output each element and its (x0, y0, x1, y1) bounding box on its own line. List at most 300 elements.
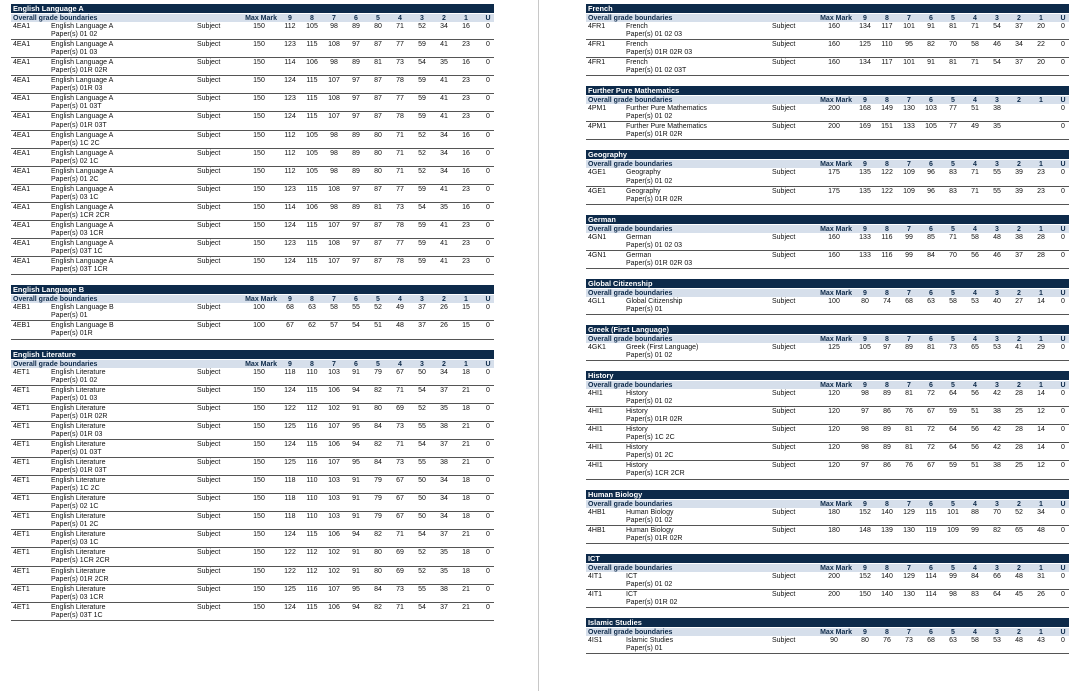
grade-cell: 38 (993, 462, 1001, 470)
grade-cell: 115 (306, 531, 318, 539)
grade-cell: 78 (396, 77, 404, 85)
level-cell: Subject (197, 258, 221, 266)
grade-cell: 81 (374, 59, 382, 67)
grade-cell: 105 (306, 23, 318, 30)
grade-cell: 84 (374, 422, 382, 430)
paper-list: Paper(s) 01 02 (51, 376, 98, 384)
grade-cell: 65 (971, 343, 979, 351)
grade-header-9: 9 (863, 289, 867, 297)
header-spacer (197, 360, 237, 368)
subject-name: English Language A (51, 203, 114, 211)
grade-cell: 55 (418, 458, 426, 466)
grade-cell: 67 (396, 495, 404, 503)
grade-cell: 41 (440, 41, 448, 49)
grade-cell: 118 (284, 495, 296, 503)
grade-header-5: 5 (951, 161, 955, 169)
boundaries-label: Overall grade boundaries (588, 335, 673, 343)
max-mark-cell: 160 (828, 59, 840, 67)
subject-name: Human Biology (626, 526, 674, 534)
grade-cell: 89 (352, 131, 360, 139)
subject-name: English Literature (51, 603, 106, 611)
max-mark-header: Max Mark (820, 628, 852, 636)
grade-header-3: 3 (995, 161, 999, 169)
grade-header-7: 7 (907, 500, 911, 508)
grade-cell: 124 (284, 603, 296, 611)
grade-header-9: 9 (863, 500, 867, 508)
grade-cell: 34 (440, 368, 448, 376)
grade-cell: 52 (374, 304, 382, 312)
grade-cell: 71 (396, 131, 404, 139)
grade-cell: 18 (462, 567, 470, 575)
grade-cell: 82 (374, 440, 382, 448)
subject-code: 4EA1 (13, 167, 31, 175)
grade-cell: 0 (486, 77, 490, 85)
grade-cell: 91 (352, 567, 360, 575)
grade-cell: 52 (418, 567, 426, 575)
grade-header-9: 9 (863, 15, 867, 22)
grade-cell: 0 (1061, 408, 1065, 416)
table-row (11, 386, 494, 404)
level-cell: Subject (197, 440, 221, 448)
grade-header-8: 8 (885, 382, 889, 390)
grade-cell: 50 (418, 513, 426, 521)
grade-cell: 18 (462, 513, 470, 521)
grade-cell: 0 (1061, 572, 1065, 580)
grade-cell: 97 (352, 113, 360, 121)
grade-cell: 58 (971, 233, 979, 241)
level-cell: Subject (197, 386, 221, 394)
grade-cell: 0 (1061, 297, 1065, 305)
grade-cell: 0 (1061, 590, 1065, 598)
subject-code: 4ET1 (13, 477, 30, 485)
table-row (586, 590, 1069, 608)
grade-cell: 115 (306, 41, 318, 49)
grade-cell: 18 (462, 404, 470, 412)
header-spacer (772, 628, 812, 636)
paper-list: Paper(s) 03T 1C (51, 611, 103, 619)
grade-header-1: 1 (1039, 382, 1043, 390)
table-row (586, 443, 1069, 461)
table-row (11, 22, 494, 40)
grade-header-8: 8 (885, 97, 889, 105)
grade-cell: 84 (971, 572, 979, 580)
grade-cell: 64 (949, 444, 957, 452)
grade-cell: 39 (1015, 169, 1023, 177)
grade-header-5: 5 (951, 564, 955, 572)
subject-cell (51, 304, 197, 320)
subject-code: 4EA1 (13, 131, 31, 139)
subject-code: 4ET1 (13, 585, 30, 593)
grade-cell: 105 (306, 131, 318, 139)
subject-cell (51, 95, 197, 111)
grade-cell: 123 (284, 41, 296, 49)
grade-cell: 107 (328, 113, 340, 121)
grade-cell: 130 (903, 526, 915, 534)
grade-header-4: 4 (973, 289, 977, 297)
grade-cell: 54 (993, 23, 1001, 30)
grade-cell: 135 (859, 187, 871, 195)
level-cell: Subject (197, 222, 221, 230)
grade-cell: 88 (971, 508, 979, 516)
grade-cell: 115 (306, 386, 318, 394)
grade-cell: 123 (284, 95, 296, 103)
grade-cell: 21 (462, 440, 470, 448)
boundaries-label: Overall grade boundaries (588, 15, 673, 22)
grade-cell: 35 (993, 123, 1001, 131)
grade-cell: 72 (927, 444, 935, 452)
level-cell: Subject (772, 59, 796, 67)
grade-cell: 79 (374, 495, 382, 503)
subject-name: Human Biology (626, 508, 674, 516)
grade-cell: 94 (352, 603, 360, 611)
grade-cell: 97 (352, 95, 360, 103)
paper-list: Paper(s) 01 02 03T (626, 67, 687, 75)
grade-cell: 81 (905, 444, 913, 452)
grade-header-4: 4 (398, 296, 402, 304)
max-mark-cell: 150 (253, 240, 265, 248)
grade-header-3: 3 (995, 500, 999, 508)
grade-cell: 31 (1037, 572, 1045, 580)
grade-cell: 59 (949, 462, 957, 470)
grade-cell: 0 (486, 131, 490, 139)
grade-cell: 28 (1015, 426, 1023, 434)
header-spacer (772, 381, 812, 389)
grade-header-8: 8 (310, 296, 314, 304)
level-cell: Subject (197, 603, 221, 611)
grade-header-1: 1 (464, 15, 468, 22)
boundaries-label: Overall grade boundaries (588, 97, 673, 105)
subject-cell (626, 408, 772, 424)
grade-cell: 71 (971, 59, 979, 67)
grade-cell: 101 (947, 508, 959, 516)
subject-cell (51, 77, 197, 93)
grade-cell: 169 (859, 123, 871, 131)
grade-cell: 37 (440, 603, 448, 611)
paper-list: Paper(s) 01 2C (626, 452, 674, 460)
grade-cell: 52 (418, 131, 426, 139)
paper-list: Paper(s) 01 (626, 305, 663, 313)
level-cell: Subject (772, 23, 796, 30)
grade-header-9: 9 (863, 335, 867, 343)
paper-list: Paper(s) 01 02 (626, 177, 673, 185)
level-cell: Subject (197, 240, 221, 248)
grade-cell: 91 (352, 477, 360, 485)
subject-cell (51, 59, 197, 75)
max-mark-cell: 150 (253, 113, 265, 121)
subject-code: 4GL1 (588, 297, 606, 305)
level-cell: Subject (772, 462, 796, 470)
paper-list: Paper(s) 1CR 2CR (626, 470, 685, 478)
boundaries-label: Overall grade boundaries (588, 161, 673, 169)
grade-cell: 110 (881, 41, 893, 49)
grade-cell: 0 (486, 240, 490, 248)
subject-cell (51, 369, 197, 385)
grade-cell: 102 (328, 567, 340, 575)
paper-list: Paper(s) 01 02 (626, 351, 673, 359)
grade-cell: 48 (1037, 526, 1045, 534)
grade-cell: 0 (486, 603, 490, 611)
subject-name: French (626, 41, 648, 49)
subject-name: English Literature (51, 477, 106, 485)
grade-cell: 91 (352, 368, 360, 376)
grade-cell: 80 (374, 149, 382, 157)
grade-header-2: 2 (1017, 335, 1021, 343)
grade-cell: 35 (440, 404, 448, 412)
grade-cell: 82 (374, 386, 382, 394)
max-mark-cell: 100 (828, 297, 840, 305)
grade-cell: 109 (903, 187, 915, 195)
subject-code: 4IT1 (588, 572, 603, 580)
paper-list: Paper(s) 02 1C (51, 157, 99, 165)
grade-cell: 89 (883, 444, 891, 452)
grade-cell: 94 (352, 440, 360, 448)
grade-cell: 63 (308, 304, 316, 312)
subject-code: 4IS1 (588, 636, 603, 644)
subject-code: 4PM1 (588, 105, 607, 113)
table-row (11, 476, 494, 494)
subject-cell (51, 423, 197, 439)
grade-cell: 77 (396, 185, 404, 193)
max-mark-cell: 160 (828, 41, 840, 49)
grade-header-2: 2 (1017, 289, 1021, 297)
subject-code: 4ET1 (13, 603, 30, 611)
grade-cell: 64 (993, 590, 1001, 598)
grade-cell: 95 (905, 41, 913, 49)
grade-header-3: 3 (420, 360, 424, 368)
grade-cell: 106 (328, 440, 340, 448)
grade-cell: 122 (881, 169, 893, 177)
grade-cell: 37 (440, 531, 448, 539)
grade-cell: 23 (462, 41, 470, 49)
grade-cell: 0 (486, 567, 490, 575)
grade-cell: 23 (462, 222, 470, 230)
grade-cell: 71 (396, 23, 404, 30)
grade-cell: 81 (949, 23, 957, 30)
table-row (11, 603, 494, 621)
grade-cell: 152 (859, 508, 871, 516)
max-mark-cell: 150 (253, 603, 265, 611)
grade-cell: 106 (328, 603, 340, 611)
subject-cell (51, 258, 197, 274)
grade-cell: 0 (486, 422, 490, 430)
grade-header-8: 8 (885, 289, 889, 297)
grade-cell: 118 (284, 513, 296, 521)
grade-cell: 84 (927, 251, 935, 259)
grade-cell: 123 (284, 240, 296, 248)
header-spacer (772, 335, 812, 343)
paper-list: Paper(s) 01 03 (51, 394, 98, 402)
boundaries-label: Overall grade boundaries (13, 296, 98, 304)
max-mark-cell: 150 (253, 386, 265, 394)
subject-name: Geography (626, 169, 661, 177)
boundary-header-row (586, 627, 1069, 636)
subject-code: 4EA1 (13, 258, 31, 266)
grade-cell: 34 (440, 495, 448, 503)
boundary-header-row (11, 13, 494, 22)
grade-cell: 135 (859, 169, 871, 177)
table-row (586, 58, 1069, 76)
max-mark-cell: 120 (828, 462, 840, 470)
grade-cell: 97 (352, 258, 360, 266)
grade-cell: 37 (1015, 59, 1023, 67)
level-cell: Subject (772, 41, 796, 49)
grade-header-2: 2 (1017, 564, 1021, 572)
subject-code: 4EA1 (13, 203, 31, 211)
grade-cell: 0 (1061, 41, 1065, 49)
grade-cell: 48 (1015, 572, 1023, 580)
grade-cell: 22 (1037, 41, 1045, 49)
grade-cell: 125 (284, 422, 296, 430)
subject-cell (51, 23, 197, 39)
grade-cell: 56 (971, 390, 979, 398)
subject-name: English Language A (51, 185, 114, 193)
grade-cell: 43 (1037, 636, 1045, 644)
grade-cell: 71 (396, 603, 404, 611)
grade-cell: 114 (925, 590, 937, 598)
subject-name: ICT (626, 590, 638, 598)
subject-cell (626, 573, 772, 589)
grade-cell: 0 (1061, 444, 1065, 452)
grade-cell: 50 (418, 477, 426, 485)
subject-name: English Language A (51, 167, 114, 175)
section-title: Greek (First Language) (586, 325, 1069, 334)
grade-header-1: 1 (1039, 161, 1043, 169)
grade-cell: 89 (352, 167, 360, 175)
grade-header-1: 1 (1039, 335, 1043, 343)
table-row (586, 187, 1069, 205)
grade-cell: 54 (418, 386, 426, 394)
grade-header-7: 7 (907, 628, 911, 636)
grade-header-u: U (1060, 289, 1066, 297)
grade-cell: 124 (284, 222, 296, 230)
grade-cell: 16 (462, 131, 470, 139)
grade-cell: 116 (881, 233, 893, 241)
grade-cell: 14 (1037, 297, 1045, 305)
grade-cell: 71 (396, 167, 404, 175)
subject-code: 4FR1 (588, 59, 606, 67)
table-row (11, 112, 494, 130)
grade-cell: 0 (486, 322, 490, 330)
grade-cell: 74 (883, 297, 891, 305)
section-title: English Language B (11, 285, 494, 294)
grade-cell: 39 (1015, 187, 1023, 195)
max-mark-cell: 180 (828, 526, 840, 534)
grade-cell: 124 (284, 258, 296, 266)
grade-cell: 89 (352, 203, 360, 211)
level-cell: Subject (197, 167, 221, 175)
grade-cell: 91 (352, 404, 360, 412)
grade-cell: 0 (486, 477, 490, 485)
max-mark-cell: 150 (253, 549, 265, 557)
grade-header-7: 7 (907, 15, 911, 22)
grade-cell: 117 (881, 23, 893, 30)
grade-cell: 64 (949, 426, 957, 434)
grade-cell: 81 (949, 59, 957, 67)
grade-header-3: 3 (995, 628, 999, 636)
grade-cell: 0 (486, 59, 490, 67)
max-mark-cell: 160 (828, 23, 840, 30)
grade-cell: 150 (859, 590, 871, 598)
grade-header-4: 4 (973, 97, 977, 105)
subject-code: 4EA1 (13, 149, 31, 157)
max-mark-cell: 120 (828, 426, 840, 434)
grade-header-8: 8 (885, 15, 889, 22)
grade-cell: 124 (284, 77, 296, 85)
grade-cell: 26 (440, 304, 448, 312)
grade-cell: 83 (971, 590, 979, 598)
grade-header-9: 9 (863, 382, 867, 390)
grade-header-1: 1 (1039, 500, 1043, 508)
section-history (586, 371, 1069, 479)
level-cell: Subject (772, 426, 796, 434)
grade-cell: 34 (440, 149, 448, 157)
grade-cell: 107 (328, 585, 340, 593)
grade-cell: 0 (486, 549, 490, 557)
grade-cell: 58 (971, 636, 979, 644)
grade-cell: 78 (396, 258, 404, 266)
max-mark-header: Max Mark (820, 564, 852, 572)
subject-code: 4HB1 (588, 526, 606, 534)
grade-cell: 20 (1037, 23, 1045, 30)
grade-cell: 124 (284, 113, 296, 121)
subject-name: English Literature (51, 440, 106, 448)
grade-cell: 95 (352, 458, 360, 466)
grade-cell: 94 (352, 386, 360, 394)
subject-name: English Literature (51, 404, 106, 412)
grade-cell: 46 (993, 251, 1001, 259)
grade-cell: 58 (949, 297, 957, 305)
header-spacer (197, 14, 237, 22)
grade-cell: 115 (306, 222, 318, 230)
subject-code: 4EA1 (13, 113, 31, 121)
subject-code: 4ET1 (13, 386, 30, 394)
table-row (11, 94, 494, 112)
subject-cell (626, 591, 772, 607)
grade-cell: 80 (374, 549, 382, 557)
boundaries-label: Overall grade boundaries (588, 628, 673, 636)
grade-header-7: 7 (332, 15, 336, 22)
paper-list: Paper(s) 1C 2C (626, 434, 675, 442)
subject-name: English Literature (51, 422, 106, 430)
grade-header-3: 3 (995, 335, 999, 343)
paper-list: Paper(s) 03 1C (51, 193, 99, 201)
grade-cell: 86 (883, 462, 891, 470)
grade-header-u: U (485, 296, 491, 304)
grade-header-9: 9 (863, 161, 867, 169)
grade-cell: 21 (462, 585, 470, 593)
grade-cell: 95 (352, 422, 360, 430)
grade-cell: 67 (396, 368, 404, 376)
grade-cell: 21 (462, 386, 470, 394)
max-mark-cell: 150 (253, 23, 265, 30)
grade-header-5: 5 (951, 97, 955, 105)
subject-name: French (626, 59, 648, 67)
table-row (11, 149, 494, 167)
grade-cell: 0 (486, 495, 490, 503)
grade-cell: 73 (396, 458, 404, 466)
grade-header-3: 3 (420, 296, 424, 304)
grade-header-1: 1 (1039, 225, 1043, 233)
grade-cell: 84 (374, 458, 382, 466)
boundaries-label: Overall grade boundaries (588, 225, 673, 233)
subject-name: English Literature (51, 458, 106, 466)
level-cell: Subject (772, 169, 796, 177)
subject-code: 4HI1 (588, 462, 603, 470)
grade-cell: 53 (993, 343, 1001, 351)
subject-name: English Literature (51, 386, 106, 394)
subject-name: History (626, 444, 648, 452)
max-mark-cell: 120 (828, 444, 840, 452)
